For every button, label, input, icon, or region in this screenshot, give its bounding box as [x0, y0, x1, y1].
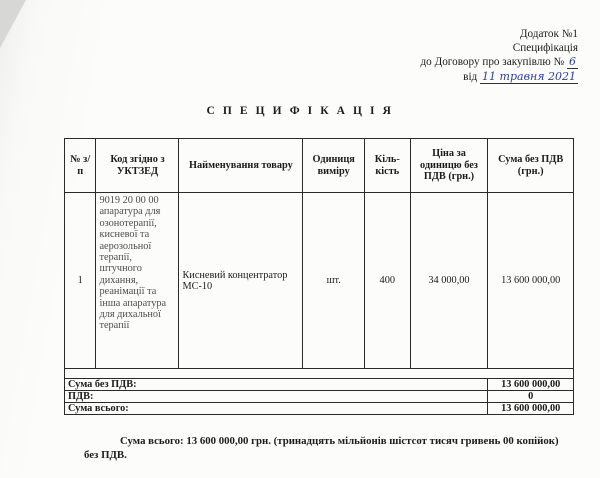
summary-row-no-vat — [65, 379, 574, 391]
date-prefix: від — [463, 70, 478, 83]
total-in-words — [84, 434, 564, 462]
col-header-sum: Сума без ПДВ (грн.) — [488, 139, 574, 193]
summary-no-vat-label: Сума без ПДВ: — [65, 379, 488, 391]
contract-line — [420, 55, 578, 70]
summary-vat-value: 0 — [488, 391, 574, 403]
summary-total-label: Сума всього: — [65, 403, 488, 415]
col-header-unit: Одиниця виміру — [303, 139, 365, 193]
summary-vat-label: ПДВ: — [65, 391, 488, 403]
summary-total-value: 13 600 000,00 — [488, 403, 574, 415]
row-num: 1 — [65, 193, 96, 369]
folded-corner — [0, 0, 26, 48]
summary-row-vat — [65, 391, 574, 403]
page-title: С П Е Ц И Ф І К А Ц І Я — [206, 105, 394, 117]
table-header-row — [65, 139, 574, 193]
col-header-name: Найменування товару — [179, 139, 303, 193]
handwritten-date: 11 травня 2021 — [482, 69, 576, 83]
row-unit: шт. — [303, 193, 365, 369]
row-code: 9019 20 00 00 апаратура для озонотерапії, кисневої та аерозольної терапії, штучного дихання, реанімації та інша апаратура для дихальної терапії — [96, 193, 179, 369]
table-row — [65, 193, 574, 369]
col-header-price: Ціна за одиницю без ПДВ (грн.) — [410, 139, 488, 193]
spec-label: Специфікація — [512, 41, 578, 54]
date-line — [420, 70, 578, 85]
col-header-code: Код згідно з УКТЗЕД — [96, 139, 179, 193]
col-header-num: № з/п — [65, 139, 96, 193]
spacer-row — [65, 369, 574, 379]
row-sum: 13 600 000,00 — [488, 193, 574, 369]
annex-label: Додаток №1 — [519, 28, 578, 40]
summary-row-total — [65, 403, 574, 415]
total-in-words-text: Сума всього: 13 600 000,00 грн. (тринадцять мільйонів шістсот тисяч гривень 00 копійок) без ПДВ. — [84, 435, 559, 461]
contract-prefix: до Договору про закупівлю № — [420, 56, 565, 69]
row-qty: 400 — [365, 193, 411, 369]
col-header-qty: Кіль-кість — [365, 139, 411, 193]
summary-no-vat-value: 13 600 000,00 — [488, 379, 574, 391]
row-name: Кисневий концентратор МС-10 — [179, 193, 303, 369]
contract-number: 6 — [569, 55, 576, 69]
annex-header — [420, 28, 578, 84]
row-price: 34 000,00 — [410, 193, 488, 369]
specification-table — [64, 138, 574, 415]
